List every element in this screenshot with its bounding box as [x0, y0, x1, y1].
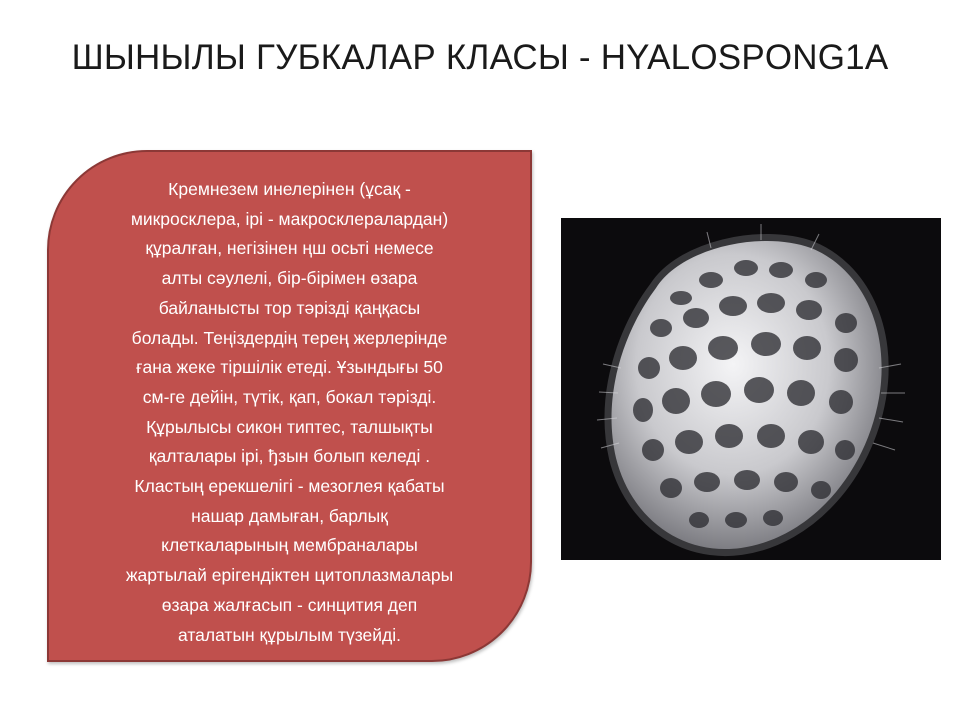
body-line: қалталары ірі, ђзын болып келеді . — [148, 446, 431, 467]
body-line: өзара жалғасып - синцития деп — [161, 594, 418, 615]
body-line: нашар дамыған, барлық — [191, 505, 388, 526]
body-line: аталатын құрылым түзейді. — [177, 624, 402, 645]
body-line: құралған, негізінен ңш осьті немесе — [145, 238, 434, 259]
body-line: клеткаларының мембраналары — [161, 535, 418, 556]
body-line: микросклера, ірі - макросклералардан) — [130, 208, 449, 229]
slide-title: ШЫНЫЛЫ ГУБКАЛАР КЛАСЫ - HYALOSPONG1A — [71, 38, 889, 77]
body-line: ғана жеке тіршілік етеді. Ұзындығы 50 — [136, 357, 443, 378]
body-line: алты сәулелі, бір-бірімен өзара — [161, 268, 418, 289]
body-line: Кремнезем инелерінен (ұсақ - — [168, 179, 411, 199]
body-line: Кластың ерекшелігі - мезоглея қабаты — [134, 476, 445, 497]
body-line: болады. Теңіздердің терең жерлерінде — [131, 327, 448, 348]
body-text — [62, 175, 517, 650]
body-line: Құрылысы сикон типтес, талшықты — [146, 416, 433, 437]
body-line: см-ге дейін, түтік, қап, бокал тәрізді. — [142, 386, 437, 407]
glass-sponge-photo — [561, 218, 941, 560]
body-line: жартылай ерігендіктен цитоплазмалары — [125, 565, 454, 586]
body-line: байланысты тор тәрізді қаңқасы — [158, 297, 421, 318]
sponge-illustration — [561, 218, 941, 560]
